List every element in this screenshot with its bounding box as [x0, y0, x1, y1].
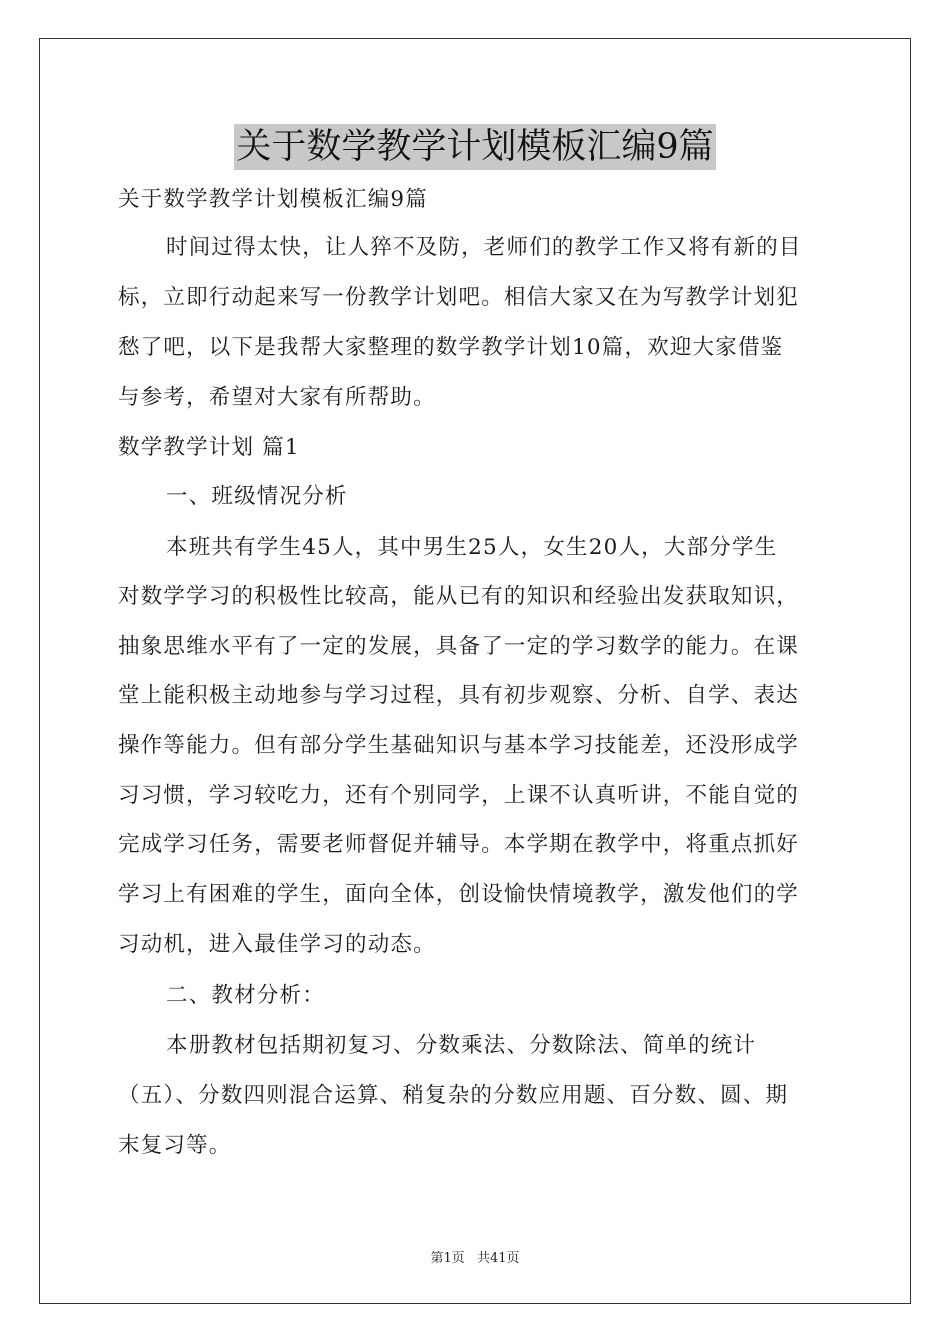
title-container [0, 124, 950, 170]
subsection-heading: 一、班级情况分析 [166, 484, 348, 509]
total-pages: 共41页 [476, 1251, 520, 1266]
document-title: 关于数学教学计划模板汇编9篇 [234, 124, 715, 170]
subsection-heading: 二、教材分析： [166, 983, 325, 1008]
section-heading: 数学教学计划 篇1 [118, 435, 300, 460]
paragraph-line: 完成学习任务，需要老师督促并辅导。本学期在教学中，将重点抓好 [118, 832, 800, 857]
paragraph-line: 学习上有困难的学生，面向全体，创设愉快情境教学，激发他们的学 [118, 882, 800, 907]
paragraph-line: 操作等能力。但有部分学生基础知识与基本学习技能差，还没形成学 [118, 733, 800, 758]
paragraph-line: 本班共有学生45人，其中男生25人，女生20人，大部分学生 [166, 535, 778, 560]
paragraph-line: 时间过得太快，让人猝不及防，老师们的教学工作又将有新的目 [166, 235, 802, 260]
page-number: 第1页 [430, 1251, 465, 1266]
page-footer [0, 1247, 950, 1266]
paragraph-line: 习动机，进入最佳学习的动态。 [118, 932, 436, 957]
paragraph-line: 标，立即行动起来写一份教学计划吧。相信大家又在为写教学计划犯 [118, 285, 800, 310]
paragraph-line: 对数学学习的积极性比较高，能从已有的知识和经验出发获取知识， [118, 584, 800, 609]
document-subtitle: 关于数学教学计划模板汇编9篇 [118, 187, 428, 212]
paragraph-line: 习习惯，学习较吃力，还有个别同学，上课不认真听讲，不能自觉的 [118, 783, 800, 808]
paragraph-line: 堂上能积极主动地参与学习过程，具有初步观察、分析、自学、表达 [118, 683, 800, 708]
paragraph-line: 本册教材包括期初复习、分数乘法、分数除法、简单的统计 [166, 1033, 757, 1058]
paragraph-line: 愁了吧，以下是我帮大家整理的数学教学计划10篇，欢迎大家借鉴 [118, 335, 784, 360]
paragraph-line: 抽象思维水平有了一定的发展，具备了一定的学习数学的能力。在课 [118, 634, 800, 659]
paragraph-line: 与参考，希望对大家有所帮助。 [118, 385, 436, 410]
paragraph-line: 末复习等。 [118, 1133, 232, 1158]
page-border [39, 38, 911, 1304]
paragraph-line: （五）、分数四则混合运算、稍复杂的分数应用题、百分数、圆、期 [118, 1083, 789, 1108]
